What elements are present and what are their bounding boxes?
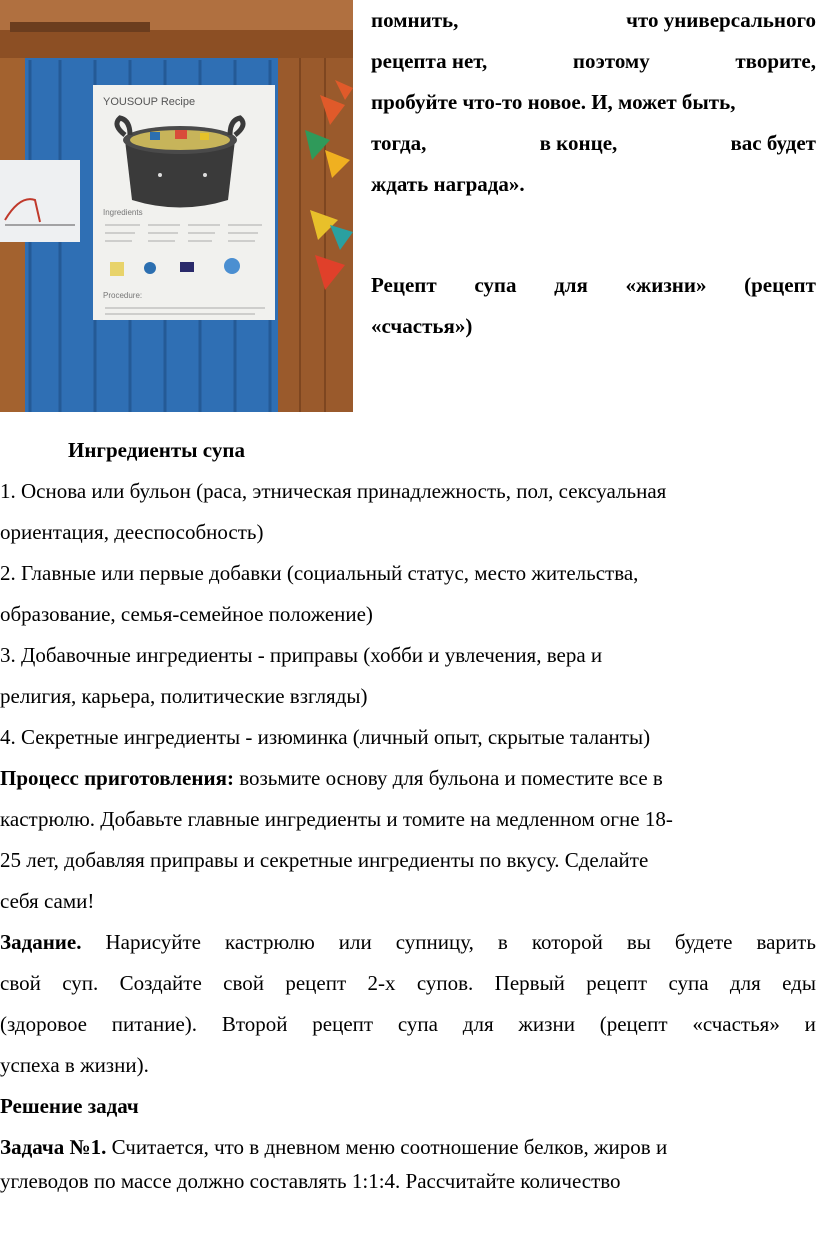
svg-text:Ingredients: Ingredients: [103, 208, 143, 217]
svg-text:YOUSOUP Recipe: YOUSOUP Recipe: [103, 96, 196, 108]
ingredient-item-1-line-1: 1. Основа или бульон (раса, этническая принадлежность, пол, сексуальная: [0, 479, 667, 503]
task-line-2: свой суп. Создайте свой рецепт 2-х супов. Первый рецепт супа для еды: [0, 971, 816, 995]
process-line-2: кастрюлю. Добавьте главные ингредиенты и томите на медленном огне 18-: [0, 807, 673, 831]
ingredient-item-2-line-1: 2. Главные или первые добавки (социальный статус, место жительства,: [0, 561, 639, 585]
quote-line-1: помнить, что универсального: [371, 8, 816, 32]
ingredient-item-2-line-2: образование, семья-семейное положение): [0, 602, 373, 626]
soup-heading-line-1: Рецепт супа для «жизни» (рецепт: [371, 273, 816, 297]
main-text: [0, 430, 816, 1194]
quote-line-5: ждать награда».: [371, 172, 525, 196]
ingredient-item-1-line-2: ориентация, дееспособность): [0, 520, 264, 544]
ingredient-item-3-line-2: религия, карьера, политические взгляды): [0, 684, 368, 708]
soup-heading-line-2: «счастья»): [371, 314, 473, 338]
problem1-line-1: Задача №1. Считается, что в дневном меню соотношение белков, жиров и: [0, 1135, 668, 1159]
classroom-photo: [0, 0, 353, 412]
quote-line-4: тогда, в конце, вас будет: [371, 131, 816, 155]
task-line-4: успеха в жизни).: [0, 1053, 149, 1077]
solutions-title: Решение задач: [0, 1094, 139, 1118]
process-line-4: себя сами!: [0, 889, 95, 913]
quote-line-2: рецепта нет, поэтому творите,: [371, 49, 816, 73]
quote-line-3: пробуйте что-то новое. И, может быть,: [371, 90, 736, 114]
quote-block: [371, 0, 816, 347]
ingredients-title: Ингредиенты супа: [68, 438, 245, 462]
task-line-3: (здоровое питание). Второй рецепт супа для жизни (рецепт «счастья» и: [0, 1012, 816, 1036]
process-line-1: Процесс приготовления: возьмите основу для бульона и поместите все в: [0, 766, 663, 790]
process-line-3: 25 лет, добавляя приправы и секретные ингредиенты по вкусу. Сделайте: [0, 848, 649, 872]
process-label: Процесс приготовления:: [0, 766, 234, 790]
problem1-line-2: углеводов по массе должно составлять 1:1:4. Рассчитайте количество: [0, 1169, 621, 1193]
task-label: Задание.: [0, 930, 82, 954]
ingredient-item-4-line-1: 4. Секретные ингредиенты - изюминка (личный опыт, скрытые таланты): [0, 725, 651, 749]
task-line-1: Задание. Нарисуйте кастрюлю или супницу, в которой вы будете варить: [0, 922, 816, 963]
svg-text:Procedure:: Procedure:: [103, 291, 143, 300]
problem1-label: Задача №1.: [0, 1135, 107, 1159]
poster-photo-illustration: [0, 0, 353, 412]
ingredient-item-3-line-1: 3. Добавочные ингредиенты - приправы (хобби и увлечения, вера и: [0, 643, 603, 667]
